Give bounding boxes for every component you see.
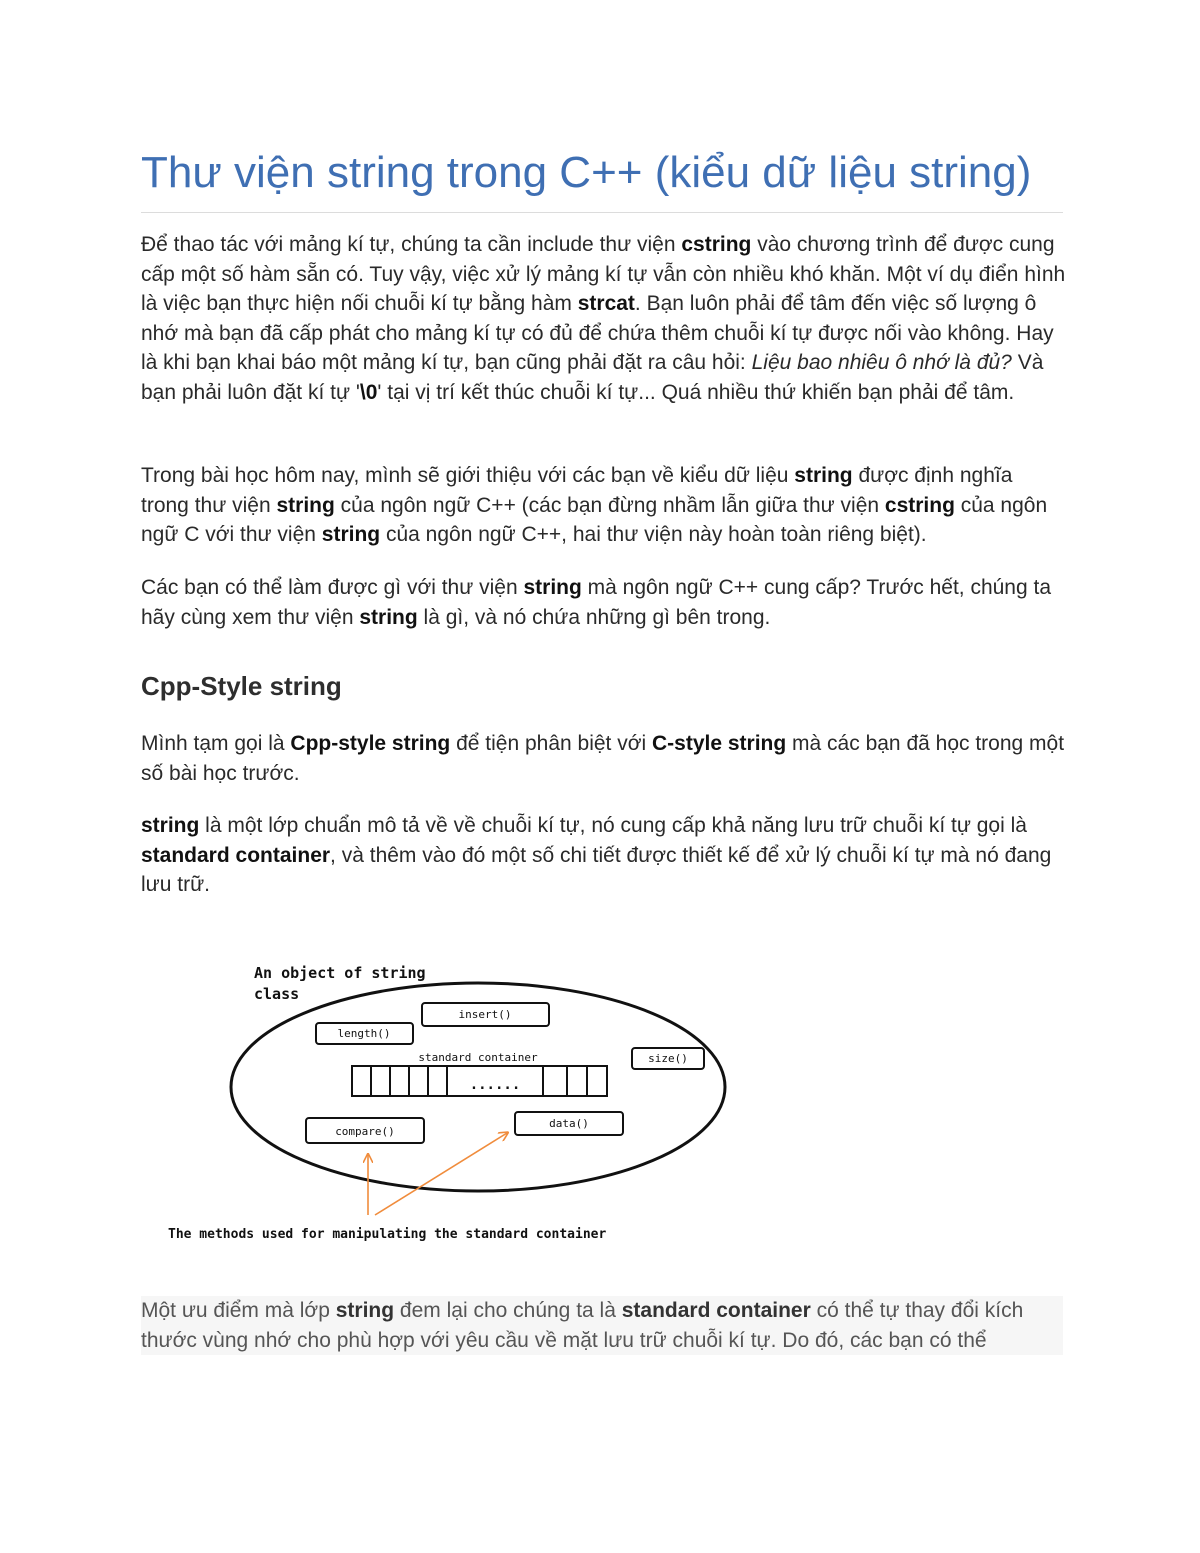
italic-question: Liệu bao nhiêu ô nhớ là đủ? <box>751 351 1012 375</box>
paragraph-string-class <box>141 811 1066 900</box>
compare-method-label: compare() <box>335 1125 395 1138</box>
diagram-heading-line1: An object of string <box>254 964 426 982</box>
bold-term: cstring <box>884 493 955 517</box>
bold-term: strcat <box>577 292 635 316</box>
size-method-label: size() <box>648 1052 688 1065</box>
text: của ngôn ngữ C++, hai thư viện này hoàn toàn riêng biệt). <box>380 523 927 547</box>
bold-term: standard container <box>621 1299 811 1322</box>
text: có thể tự thay đổi kích thước vùng nhớ cho phù hợp với yêu cầu về mặt lưu trữ chuỗi kí tự. Do đó, các bạn có thể <box>141 1299 1024 1352</box>
container-ellipsis: ...... <box>469 1077 521 1093</box>
text: là gì, và nó chứa những gì bên trong. <box>417 605 771 629</box>
text: để tiện phân biệt với <box>450 732 653 755</box>
bold-term: cstring <box>681 233 752 256</box>
text: của ngôn ngữ C với thư viện <box>141 493 1048 547</box>
bold-term: string <box>335 1299 395 1322</box>
container-label: standard container <box>418 1051 538 1064</box>
text: Các bạn có thể làm được gì với thư viện <box>141 576 524 599</box>
text: mà ngôn ngữ C++ cung cấp? Trước hết, chúng ta hãy cùng xem thư viện <box>141 576 1052 629</box>
bold-term: string <box>359 605 418 629</box>
title-divider <box>141 212 1063 213</box>
paragraph-advantage <box>141 1296 1063 1355</box>
section-heading: Cpp-Style string <box>141 671 342 701</box>
diagram-caption: The methods used for manipulating the standard container <box>168 1227 607 1242</box>
diagram-heading-line2: class <box>254 985 300 1003</box>
paragraph-intro <box>141 230 1066 408</box>
bold-term: string <box>794 464 853 487</box>
string-object-diagram <box>160 955 760 1255</box>
text: . Bạn luôn phải để tâm đến việc số lượng ô nhớ mà bạn đã cấp phát cho mảng kí tự có đủ để chứa thêm chuỗi kí tự được nối vào không. Hay là khi bạn khai báo một mảng kí tự, bạn cũng phải đặt ra câu hỏi: <box>141 292 1054 375</box>
bold-term: standard container <box>141 843 331 867</box>
page-title: Thư viện string trong C++ (kiểu dữ liệu string) <box>141 148 1032 197</box>
paragraph-lesson <box>141 461 1066 550</box>
text: là một lớp chuẩn mô tả về về chuỗi kí tự, nó cung cấp khả năng lưu trữ chuỗi kí tự gọi là <box>199 814 1027 837</box>
text: mà các bạn đã học trong một số bài học trước. <box>141 732 1065 785</box>
text: Một ưu điểm mà lớp <box>141 1299 336 1322</box>
text: , và thêm vào đó một số chi tiết được thiết kế để xử lý chuỗi kí tự mà nó đang lưu trữ. <box>141 843 1052 897</box>
bold-term: Cpp-style string <box>290 732 451 755</box>
bold-term: string <box>141 814 200 837</box>
text: Trong bài học hôm nay, mình sẽ giới thiệu với các bạn về kiểu dữ liệu <box>141 464 795 487</box>
bold-term: C-style string <box>652 732 787 755</box>
data-method-label: data() <box>549 1117 589 1130</box>
text: của ngôn ngữ C++ (các bạn đừng nhầm lẫn giữa thư viện <box>334 493 885 517</box>
text: đem lại cho chúng ta là <box>394 1299 622 1322</box>
text: Để thao tác với mảng kí tự, chúng ta cần include thư viện <box>141 233 682 256</box>
text: được định nghĩa trong thư viện <box>141 464 1013 517</box>
bold-term: string <box>321 523 381 547</box>
insert-method-label: insert() <box>458 1008 512 1021</box>
paragraph-question <box>141 573 1066 632</box>
length-method-label: length() <box>337 1027 391 1040</box>
text: Và bạn phải luôn đặt kí tự ' <box>141 351 1044 404</box>
bold-term: \0 <box>359 380 378 404</box>
bold-term: string <box>276 493 335 517</box>
paragraph-cpp-style <box>141 729 1066 788</box>
text: ' tại vị trí kết thúc chuỗi kí tự... Quá nhiều thứ khiến bạn phải để tâm. <box>377 380 1015 404</box>
text: vào chương trình để được cung cấp một số hàm sẵn có. Tuy vậy, việc xử lý mảng kí tự vẫn còn nhiều khó khăn. Một ví dụ điển hình là việc bạn thực hiện nối chuỗi kí tự bằng hàm <box>141 233 1066 316</box>
text: Mình tạm gọi là <box>141 732 291 755</box>
arrow-to-data <box>375 1133 507 1215</box>
bold-term: string <box>523 576 582 599</box>
